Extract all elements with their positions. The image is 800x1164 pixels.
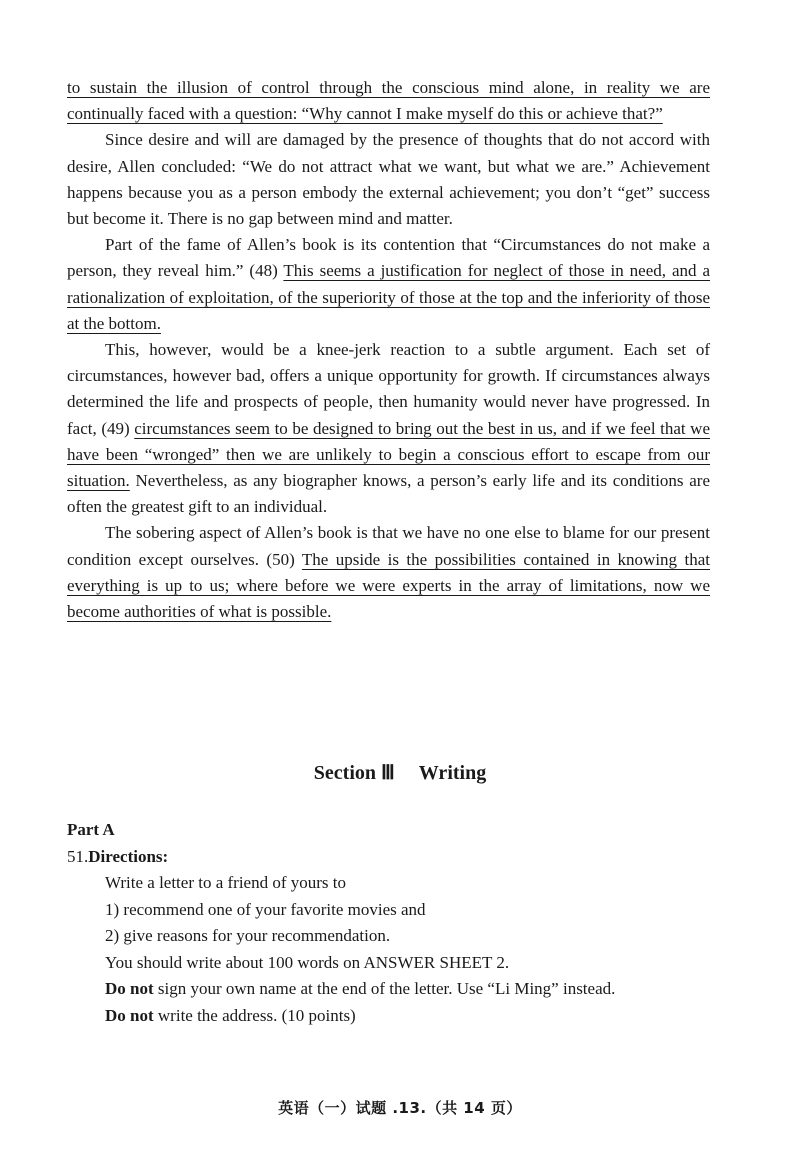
paragraph-knee-jerk	[67, 337, 710, 520]
page-footer: 英语（一）试题 .13.（共 14 页）	[278, 1099, 522, 1117]
part-a-heading: Part A	[67, 820, 115, 839]
note-2-text: write the address. (10 points)	[153, 1005, 356, 1025]
passage-block	[67, 75, 710, 625]
directions-item-1: 1) recommend one of your favorite movies and	[105, 899, 426, 919]
paragraph-continuation	[67, 75, 710, 127]
paragraph-text: The sobering aspect of Allen’s book is that we have no one else to blame for our present condition except ourselves.	[67, 523, 710, 569]
paragraph-text-post: Nevertheless, as any biographer knows, a person’s early life and its conditions are often the greatest gift to an individual.	[67, 471, 710, 517]
underlined-sentence-49: circumstances seem to be designed to bring out the best in us, and if we feel that we have been “wronged” then we are unlikely to begin a conscious effort to escape from our situation.	[67, 418, 711, 491]
note-2-emphasis: Do not	[105, 1005, 154, 1025]
section-title: Writing	[418, 762, 487, 784]
question-number-51: 51.	[67, 846, 89, 866]
directions-note-1	[67, 976, 727, 1003]
question-51-header	[67, 844, 727, 871]
paragraph-text: This, however, would be a knee-jerk reaction to a subtle argument. Each set of circumstances, however bad, offers a unique opportunity for growth. If circumstances always determined the life and prospects of people, then humanity would never have progressed. In fact,	[67, 340, 710, 438]
underlined-sentence-48: This seems a justification for neglect of those in need, and a rationalization of exploitation, of the superiority of those at the top and the inferiority of those at the bottom.	[67, 261, 710, 333]
note-1-emphasis: Do not	[105, 979, 154, 998]
underlined-sentence-continuation: to sustain the illusion of control through the conscious mind alone, in reality we are continually faced with a question: “Why cannot I make myself do this or achieve that?”	[67, 78, 710, 124]
paragraph-text: Part of the fame of Allen’s book is its contention that “Circumstances do not make a person, they reveal him.”	[67, 235, 710, 281]
section-label: Section Ⅲ	[313, 762, 395, 784]
paragraph-fame-of-book	[67, 232, 710, 337]
question-number-49: (49)	[101, 418, 130, 438]
paragraph-desire-and-will: Since desire and will are damaged by the presence of thoughts that do not accord with desire, Allen concluded: “We do not attract what we want, but what we are.” Achievement happens because you as a person embody the external achievement; you don’t “get” success but become it. There is no gap between mind and matter.	[67, 130, 710, 229]
section-heading	[0, 760, 800, 785]
note-1-text: sign your own name at the end of the letter. Use “Li Ming” instead.	[153, 979, 616, 998]
underlined-sentence-50: The upside is the possibilities contained in knowing that everything is up to us; where before we were experts in the array of limitations, now we become authorities of what is possible.	[67, 549, 710, 622]
directions-item-2: 2) give reasons for your recommendation.	[105, 926, 391, 945]
question-number-50: (50)	[266, 549, 295, 569]
directions-line-2: You should write about 100 words on ANSWER SHEET 2.	[105, 952, 510, 972]
directions-note-2	[67, 1003, 727, 1030]
writing-part-a	[67, 817, 727, 1029]
directions-line-1: Write a letter to a friend of yours to	[105, 873, 347, 892]
paragraph-sobering-aspect	[67, 520, 710, 625]
directions-label: Directions:	[88, 846, 169, 866]
question-number-48: (48)	[249, 261, 278, 281]
